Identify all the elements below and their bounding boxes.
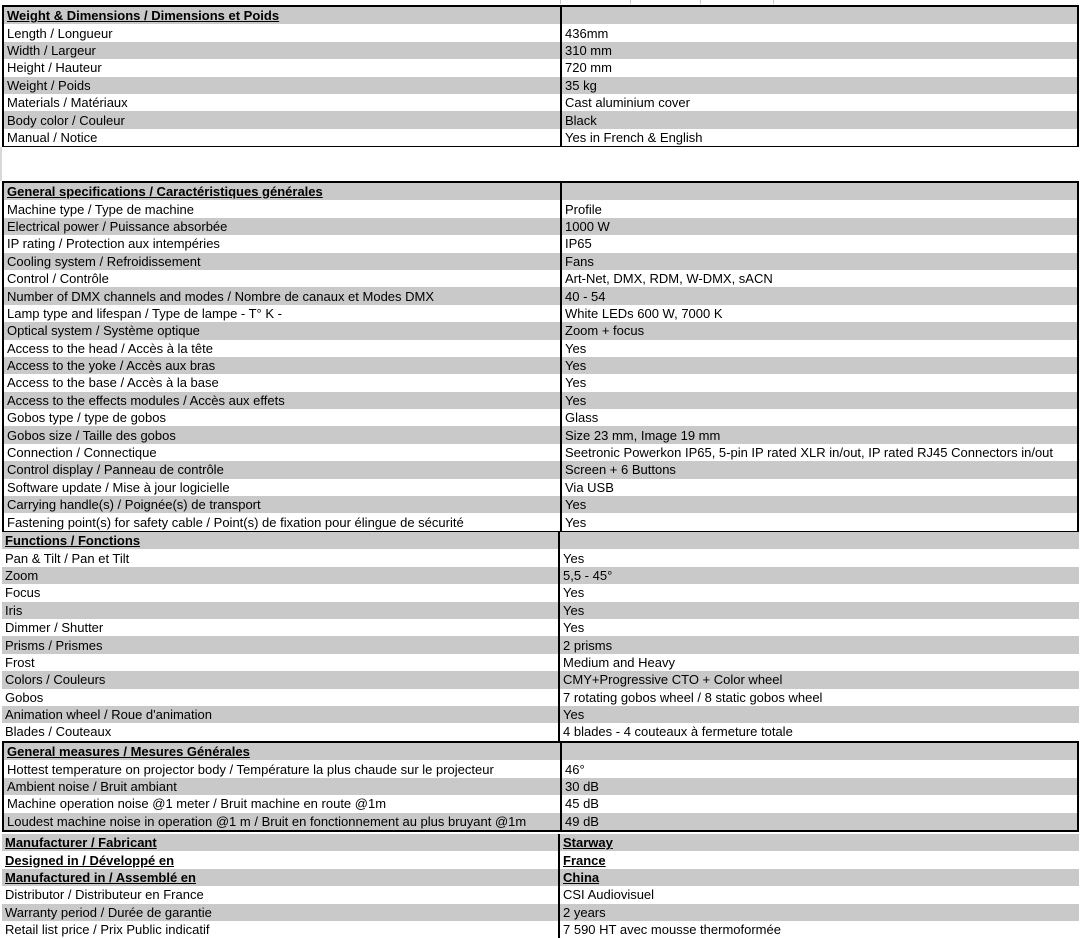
section-header-blank <box>561 182 1078 200</box>
section-header: Weight & Dimensions / Dimensions et Poids <box>3 6 561 24</box>
spec-row <box>3 409 1078 426</box>
spec-label: Focus <box>2 584 559 601</box>
spec-row <box>3 111 1078 128</box>
spec-label: Pan & Tilt / Pan et Tilt <box>2 549 559 566</box>
spec-row <box>3 496 1078 513</box>
spec-label: Prisms / Prismes <box>2 636 559 653</box>
general-specifications-table <box>2 181 1079 533</box>
spec-row <box>2 584 1079 601</box>
spec-label: Lamp type and lifespan / Type de lampe - T° K - <box>3 305 561 322</box>
spec-label: Blades / Couteaux <box>2 723 559 740</box>
spec-label: Manufacturer / Fabricant <box>2 834 559 851</box>
spec-value: Via USB <box>561 479 1078 496</box>
spec-value: Zoom + focus <box>561 322 1078 339</box>
spec-label: Manufactured in / Assemblé en <box>2 869 559 886</box>
spec-label: Body color / Couleur <box>3 111 561 128</box>
spec-label: Designed in / Développé en <box>2 851 559 868</box>
spec-value: Yes <box>561 496 1078 513</box>
spec-value: Screen + 6 Buttons <box>561 461 1078 478</box>
spec-value: China <box>559 869 1079 886</box>
section-header-blank <box>561 6 1078 24</box>
spec-value: Medium and Heavy <box>559 654 1079 671</box>
spec-row <box>3 270 1078 287</box>
spec-value: Size 23 mm, Image 19 mm <box>561 426 1078 443</box>
spec-label: Cooling system / Refroidissement <box>3 253 561 270</box>
spec-row <box>3 392 1078 409</box>
section-header: General specifications / Caractéristiques générales <box>3 182 561 200</box>
spec-row <box>3 813 1078 831</box>
spec-label: Machine type / Type de machine <box>3 200 561 217</box>
section-header: General measures / Mesures Générales <box>3 742 561 760</box>
spec-label: Carrying handle(s) / Poignée(s) de transport <box>3 496 561 513</box>
spec-label: Number of DMX channels and modes / Nombre de canaux et Modes DMX <box>3 287 561 304</box>
blank-separator <box>0 147 1080 181</box>
spec-label: Machine operation noise @1 meter / Bruit machine en route @1m <box>3 795 561 812</box>
spec-value: Profile <box>561 200 1078 217</box>
spec-value: Yes <box>561 374 1078 391</box>
spec-row <box>3 42 1078 59</box>
spec-value: Seetronic Powerkon IP65, 5-pin IP rated XLR in/out, IP rated RJ45 Connectors in/out <box>561 444 1078 461</box>
spec-value: Yes <box>559 602 1079 619</box>
spec-label: Gobos size / Taille des gobos <box>3 426 561 443</box>
section-header: Functions / Fonctions <box>2 532 559 549</box>
spec-value: Yes <box>561 340 1078 357</box>
spec-label: Control display / Panneau de contrôle <box>3 461 561 478</box>
section-header-row <box>3 742 1078 760</box>
spec-label: Warranty period / Durée de garantie <box>2 904 559 921</box>
section-header-row <box>3 182 1078 200</box>
spec-row <box>2 549 1079 566</box>
spec-row <box>3 253 1078 270</box>
spec-value: Cast aluminium cover <box>561 94 1078 111</box>
spec-value: Yes in French & English <box>561 129 1078 147</box>
spec-value: Yes <box>559 549 1079 566</box>
spec-label: Connection / Connectique <box>3 444 561 461</box>
spec-row <box>2 619 1079 636</box>
spec-row <box>2 904 1079 921</box>
spec-row <box>2 602 1079 619</box>
spec-row <box>2 723 1079 740</box>
spec-row <box>2 689 1079 706</box>
spec-label: Colors / Couleurs <box>2 671 559 688</box>
spec-value: 2 prisms <box>559 636 1079 653</box>
spec-value: White LEDs 600 W, 7000 K <box>561 305 1078 322</box>
spec-row <box>3 129 1078 147</box>
spec-row <box>3 218 1078 235</box>
general-measures-table <box>2 741 1079 832</box>
spec-value: 7 590 HT avec mousse thermoformée <box>559 921 1079 938</box>
spec-row <box>2 654 1079 671</box>
spec-value: 49 dB <box>561 813 1078 831</box>
spec-label: Height / Hauteur <box>3 59 561 76</box>
spec-row <box>2 851 1079 868</box>
spec-row <box>3 235 1078 252</box>
spec-label: Animation wheel / Roue d'animation <box>2 706 559 723</box>
spec-label: Width / Largeur <box>3 42 561 59</box>
spec-label: Fastening point(s) for safety cable / Point(s) de fixation pour élingue de sécurité <box>3 513 561 531</box>
spec-row <box>3 340 1078 357</box>
spec-value: 30 dB <box>561 778 1078 795</box>
spec-label: Access to the effects modules / Accès aux effets <box>3 392 561 409</box>
spec-row <box>3 374 1078 391</box>
spec-value: 40 - 54 <box>561 287 1078 304</box>
spec-row <box>3 77 1078 94</box>
spec-value: 46° <box>561 760 1078 777</box>
spec-label: Ambient noise / Bruit ambiant <box>3 778 561 795</box>
spec-value: Yes <box>559 706 1079 723</box>
spec-row <box>2 869 1079 886</box>
spec-row <box>3 287 1078 304</box>
spec-row <box>3 305 1078 322</box>
spec-row <box>3 444 1078 461</box>
spec-row <box>2 706 1079 723</box>
spec-row <box>3 760 1078 777</box>
spec-value: 310 mm <box>561 42 1078 59</box>
spec-row <box>3 200 1078 217</box>
spec-row <box>3 795 1078 812</box>
section-header-row <box>2 532 1079 549</box>
spec-label: Gobos <box>2 689 559 706</box>
spec-value: CMY+Progressive CTO + Color wheel <box>559 671 1079 688</box>
weight-dimensions-table <box>2 5 1079 148</box>
spec-label: Retail list price / Prix Public indicatif <box>2 921 559 938</box>
spec-row <box>3 322 1078 339</box>
section-header-row <box>3 6 1078 24</box>
spec-value: Glass <box>561 409 1078 426</box>
spec-label: IP rating / Protection aux intempéries <box>3 235 561 252</box>
spec-value: Black <box>561 111 1078 128</box>
spec-label: Access to the yoke / Accès aux bras <box>3 357 561 374</box>
spec-row <box>3 513 1078 531</box>
spec-row <box>2 671 1079 688</box>
spec-label: Length / Longueur <box>3 24 561 41</box>
spec-value: Yes <box>561 357 1078 374</box>
spec-row <box>3 778 1078 795</box>
spec-row <box>3 24 1078 41</box>
spec-row <box>3 479 1078 496</box>
spec-row <box>3 461 1078 478</box>
spec-label: Frost <box>2 654 559 671</box>
spec-value: 35 kg <box>561 77 1078 94</box>
spec-label: Weight / Poids <box>3 77 561 94</box>
spec-label: Manual / Notice <box>3 129 561 147</box>
spec-label: Electrical power / Puissance absorbée <box>3 218 561 235</box>
section-header-blank <box>561 742 1078 760</box>
spec-label: Loudest machine noise in operation @1 m / Bruit en fonctionnement au plus bruyant @1m <box>3 813 561 831</box>
spec-row <box>2 834 1079 851</box>
functions-table <box>2 532 1079 741</box>
spec-label: Control / Contrôle <box>3 270 561 287</box>
spec-value: Yes <box>561 392 1078 409</box>
spec-row <box>2 886 1079 903</box>
spec-value: IP65 <box>561 235 1078 252</box>
spec-label: Zoom <box>2 567 559 584</box>
spec-row <box>2 567 1079 584</box>
spec-label: Access to the base / Accès à la base <box>3 374 561 391</box>
spec-row <box>3 94 1078 111</box>
spec-row <box>3 59 1078 76</box>
spec-value: 2 years <box>559 904 1079 921</box>
spec-value: 5,5 - 45° <box>559 567 1079 584</box>
spec-row <box>2 921 1079 938</box>
spec-label: Hottest temperature on projector body / Température la plus chaude sur le projecteur <box>3 760 561 777</box>
spec-value: Yes <box>559 619 1079 636</box>
manufacturer-table <box>2 834 1079 938</box>
spec-label: Dimmer / Shutter <box>2 619 559 636</box>
section-header-blank <box>559 532 1079 549</box>
spec-value: Starway <box>559 834 1079 851</box>
spec-label: Distributor / Distributeur en France <box>2 886 559 903</box>
spec-value: 720 mm <box>561 59 1078 76</box>
spec-row <box>3 426 1078 443</box>
spec-value: 4 blades - 4 couteaux à fermeture totale <box>559 723 1079 740</box>
spec-value: Yes <box>559 584 1079 601</box>
spec-value: Fans <box>561 253 1078 270</box>
spec-value: Yes <box>561 513 1078 531</box>
spec-row <box>3 357 1078 374</box>
spec-label: Gobos type / type de gobos <box>3 409 561 426</box>
spec-value: France <box>559 851 1079 868</box>
spec-row <box>2 636 1079 653</box>
spec-value: 7 rotating gobos wheel / 8 static gobos wheel <box>559 689 1079 706</box>
spec-value: Art-Net, DMX, RDM, W-DMX, sACN <box>561 270 1078 287</box>
spec-value: 1000 W <box>561 218 1078 235</box>
spec-value: 436mm <box>561 24 1078 41</box>
spec-label: Access to the head / Accès à la tête <box>3 340 561 357</box>
spec-value: CSI Audiovisuel <box>559 886 1079 903</box>
spec-label: Software update / Mise à jour logicielle <box>3 479 561 496</box>
spec-label: Materials / Matériaux <box>3 94 561 111</box>
spec-label: Iris <box>2 602 559 619</box>
spec-value: 45 dB <box>561 795 1078 812</box>
spec-label: Optical system / Système optique <box>3 322 561 339</box>
